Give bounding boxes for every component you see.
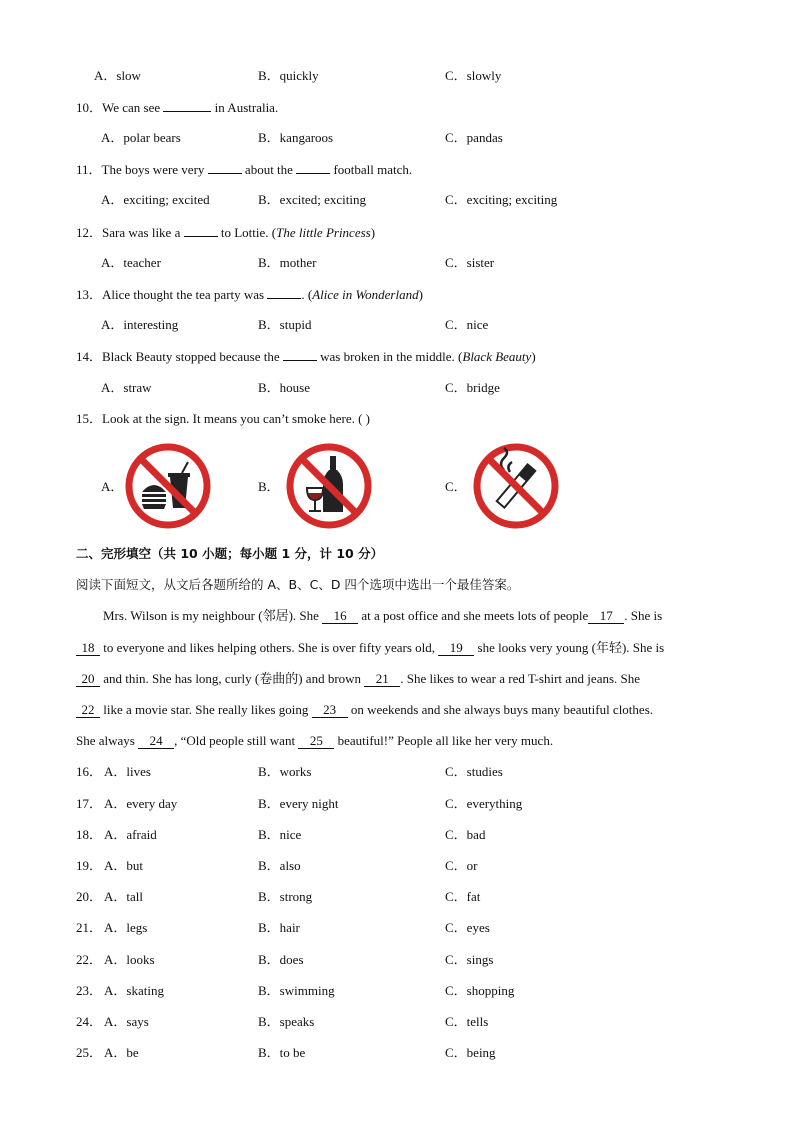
question-number: 16． <box>76 764 103 779</box>
question-number: 20． <box>76 889 103 904</box>
q9-option-b: B．quickly <box>258 68 319 83</box>
answer-blank <box>208 160 242 174</box>
q11-option-a: A．exciting; excited <box>101 192 210 207</box>
question-number: 21． <box>76 920 103 935</box>
option-c: C．bad <box>445 827 486 842</box>
q11-option-b: B．excited; exciting <box>258 192 366 207</box>
question-number: 18． <box>76 827 103 842</box>
option-c: C．studies <box>445 764 503 779</box>
q14-option-a: A．straw <box>101 380 152 395</box>
answer-blank <box>267 285 301 299</box>
blank-20: 20 <box>76 672 100 687</box>
passage-line-2: 18 to everyone and likes helping others. She is over fifty years old, 19 she looks very young (年轻). She is <box>76 639 664 657</box>
option-c: C．tells <box>445 1014 489 1029</box>
option-c: C．eyes <box>445 920 490 935</box>
option-a: A．skating <box>104 983 164 998</box>
q12-option-b: B．mother <box>258 255 317 270</box>
q10-option-a: A．polar bears <box>101 130 181 145</box>
option-a: A．lives <box>104 764 151 779</box>
question-number: 17． <box>76 796 103 811</box>
blank-17: 17 <box>588 609 624 624</box>
question-number: 10． <box>76 100 103 115</box>
blank-25: 25 <box>298 734 334 749</box>
q12-option-a: A．teacher <box>101 255 161 270</box>
option-a: A．says <box>104 1014 149 1029</box>
blank-19: 19 <box>438 641 474 656</box>
answer-blank <box>163 98 211 112</box>
option-b: B．works <box>258 764 312 779</box>
blank-22: 22 <box>76 703 100 718</box>
option-b: B．hair <box>258 920 300 935</box>
q13-stem: 13．Alice thought the tea party was . (Alice in Wonderland) <box>76 287 423 302</box>
q9-option-c: C．slowly <box>445 68 502 83</box>
no-alcohol-sign-icon <box>285 442 373 530</box>
q15-option-a-label: A． <box>101 479 124 494</box>
option-a: A．be <box>104 1045 139 1060</box>
option-a: A．legs <box>104 920 148 935</box>
answer-blank <box>184 223 218 237</box>
passage-line-4: 22 like a movie star. She really likes going 23 on weekends and she always buys many beautiful clothes. <box>76 701 653 719</box>
question-number: 22． <box>76 952 103 967</box>
option-b: B．speaks <box>258 1014 315 1029</box>
q11-stem: 11．The boys were very about the football match. <box>76 162 413 177</box>
option-b: B．every night <box>258 796 339 811</box>
q14-option-b: B．house <box>258 380 311 395</box>
answer-blank <box>296 160 330 174</box>
q13-option-c: C．nice <box>445 317 489 332</box>
blank-24: 24 <box>138 734 174 749</box>
option-a: A．every day <box>104 796 178 811</box>
no-food-drink-sign-icon <box>124 442 212 530</box>
option-c: C．being <box>445 1045 496 1060</box>
blank-23: 23 <box>312 703 348 718</box>
option-a: A．afraid <box>104 827 157 842</box>
option-c: C．or <box>445 858 478 873</box>
option-b: B．also <box>258 858 301 873</box>
blank-16: 16 <box>322 609 358 624</box>
no-smoking-sign-icon <box>472 442 560 530</box>
q14-stem: 14．Black Beauty stopped because the was broken in the middle. (Black Beauty) <box>76 349 536 364</box>
option-c: C．shopping <box>445 983 515 998</box>
option-b: B．does <box>258 952 304 967</box>
option-c: C．everything <box>445 796 523 811</box>
section-heading: 二、完形填空（共 10 小题；每小题 1 分，计 10 分） <box>76 546 384 561</box>
blank-18: 18 <box>76 641 100 656</box>
option-a: A．looks <box>104 952 155 967</box>
question-number: 24． <box>76 1014 103 1029</box>
q10-option-b: B．kangaroos <box>258 130 334 145</box>
option-b: B．strong <box>258 889 313 904</box>
question-number: 25． <box>76 1045 103 1060</box>
q9-option-a: A．slow <box>94 68 141 83</box>
q15-stem: 15．Look at the sign. It means you can’t smoke here. ( ) <box>76 411 371 426</box>
blank-21: 21 <box>364 672 400 687</box>
q13-option-a: A．interesting <box>101 317 179 332</box>
q12-option-c: C．sister <box>445 255 495 270</box>
option-b: B．swimming <box>258 983 335 998</box>
option-b: B．nice <box>258 827 302 842</box>
q14-option-c: C．bridge <box>445 380 500 395</box>
answer-blank <box>283 347 317 361</box>
q10-option-c: C．pandas <box>445 130 503 145</box>
q13-option-b: B．stupid <box>258 317 312 332</box>
option-a: A．tall <box>104 889 143 904</box>
option-c: C．fat <box>445 889 481 904</box>
section-instruction: 阅读下面短文，从文后各题所给的 A、B、C、D 四个选项中选出一个最佳答案。 <box>76 577 520 592</box>
question-number: 23． <box>76 983 103 998</box>
question-number: 19． <box>76 858 103 873</box>
option-c: C．sings <box>445 952 494 967</box>
q11-option-c: C．exciting; exciting <box>445 192 558 207</box>
option-b: B．to be <box>258 1045 306 1060</box>
passage-line-5: She always 24 , “Old people still want 25 beautiful!” People all like her very much. <box>76 733 554 748</box>
option-a: A．but <box>104 858 144 873</box>
q10-stem: 10．We can see in Australia. <box>76 100 279 115</box>
passage-line-1: Mrs. Wilson is my neighbour (邻居). She 16 at a post office and she meets lots of people 17 . She is <box>103 608 663 623</box>
q15-option-b-label: B． <box>258 479 280 494</box>
q15-option-c-label: C． <box>445 479 467 494</box>
q12-stem: 12．Sara was like a to Lottie. (The little Princess) <box>76 225 376 240</box>
passage-line-3: 20 and thin. She has long, curly (卷曲的) and brown 21 . She likes to wear a red T-shirt and jeans. She <box>76 670 640 688</box>
